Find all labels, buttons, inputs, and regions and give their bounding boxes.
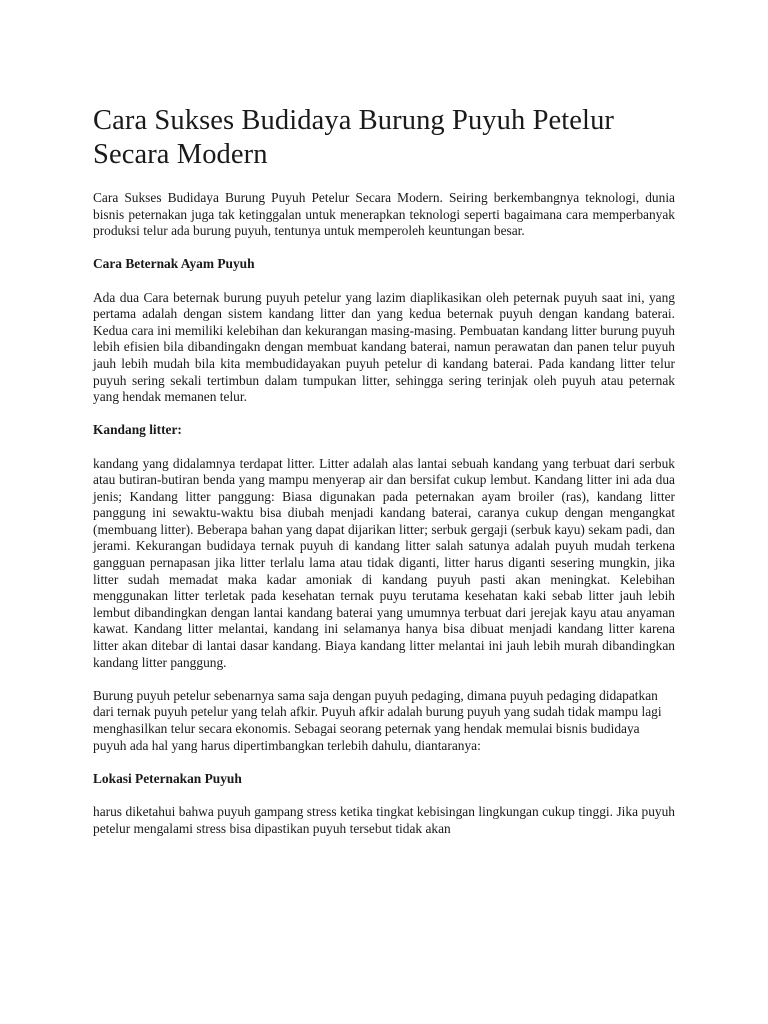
section-heading-kandang-litter: Kandang litter: (93, 422, 182, 438)
section-body-lokasi: harus diketahui bahwa puyuh gampang stress ketika tingkat kebisingan lingkungan cukup tinggi. Jika puyuh petelur mengalami stress bisa dipastikan puyuh tersebut tidak akan (93, 803, 675, 836)
intro-paragraph: Cara Sukses Budidaya Burung Puyuh Petelur Secara Modern. Seiring berkembangnya teknologi, dunia bisnis peternakan juga tak ketinggalan untuk menerapkan teknologi seperti bagaimana cara memperbanyak produksi telur ada burung puyuh, tentunya untuk memperoleh keuntungan besar. (93, 190, 675, 239)
document-page (93, 104, 675, 854)
paragraph-puyuh-afkir: Burung puyuh petelur sebenarnya sama saja dengan puyuh pedaging, dimana puyuh pedaging didapatkan dari ternak puyuh petelur yang telah afkir. Puyuh afkir adalah burung puyuh yang sudah tidak mampu lagi menghasilkan telur secara ekonomis. Sebagai seorang peternak yang hendak memulai bisnis budidaya puyuh ada hal yang harus dipertimbangkan terlebih dahulu, diantaranya: (93, 687, 662, 753)
page-title: Cara Sukses Budidaya Burung Puyuh Petelur Secara Modern (93, 105, 615, 170)
section-body-kandang-litter: kandang yang didalamnya terdapat litter. Litter adalah alas lantai sebuah kandang yang terbuat dari serbuk atau butiran-butiran benda yang mampu menyerap air dan bersifat cukup lembut. Kandang litter ini ada dua jenis; Kandang litter panggung: Biasa digunakan pada peternakan ayam broiler (ras), kandang litter panggung ini sewaktu-waktu bisa diubah menjadi kandang baterai, caranya cukup dengan mengangkat (membuang litter). Beberapa bahan yang dapat dijarikan litter; serbuk gergaji (serbuk kayu) sekam padi, dan jerami. Kekurangan budidaya ternak puyuh di kandang litter salah satunya adalah puyuh mudah terkena gangguan pernapasan jika litter terlalu lama atau tidak diganti, litter harus diganti sesering mungkin, jika litter sudah memadat maka kadar amoniak di kandang puyuh pasti akan meningkat. Kelebihan menggunakan litter terletak pada kesehatan ternak puyu terutama kesehatan kaki sebab litter jauh lebih lembut dibandingkan dengan lantai kandang baterai yang umumnya terbuat dari jerejak kayu atau anyaman kawat. Kandang litter melantai, kandang ini selamanya hanya bisa dibuat menjadi kandang litter karena litter akan ditebar di lantai dasar kandang. Biaya kandang litter melantai ini jauh lebih murah dibandingkan kandang litter panggung. (93, 455, 675, 670)
section-heading-lokasi: Lokasi Peternakan Puyuh (93, 770, 242, 786)
section-body-cara-beternak: Ada dua Cara beternak burung puyuh petelur yang lazim diaplikasikan oleh peternak puyuh saat ini, yang pertama adalah dengan sistem kandang litter dan yang kedua beternak puyuh dengan kandang baterai. Kedua cara ini memiliki kelebihan dan kekurangan masing-masing. Pembuatan kandang litter burung puyuh lebih efisien bila dibandingakn dengan membuat kandang baterai, namun perawatan dan panen telur puyuh jauh lebih mudah bila kita membudidayakan puyuh petelur di kandang baterai. Pada kandang litter telur puyuh sering sekali tertimbun dalam tumpukan litter, sehingga sering terinjak oleh puyuh atau peternak yang hendak memanen telur. (93, 289, 675, 405)
section-heading-cara-beternak: Cara Beternak Ayam Puyuh (93, 256, 255, 272)
